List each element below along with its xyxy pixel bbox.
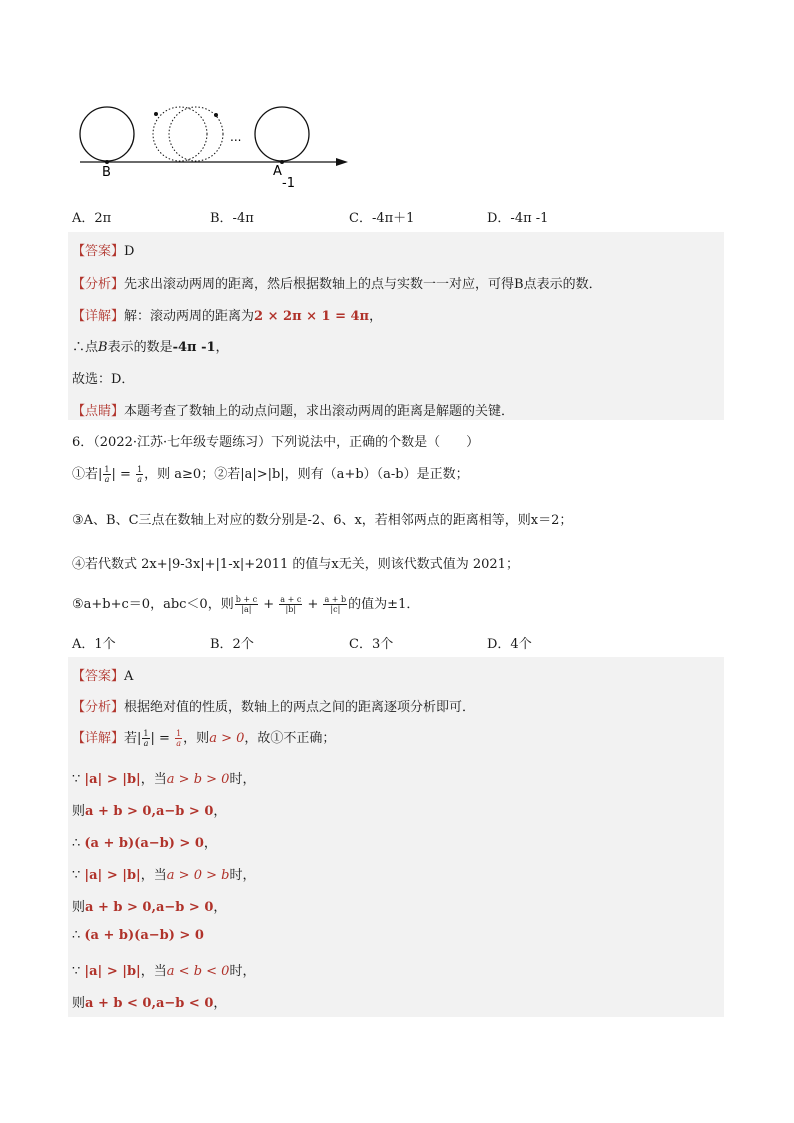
circle-at-b (80, 107, 134, 161)
number-line-arrow (336, 158, 348, 166)
q5-choice-b: B．-4π (210, 211, 254, 226)
q6-stem: 6．（2022·江苏·七年级专题练习）下列说法中，正确的个数是（ ） (72, 435, 480, 450)
marker-dot-2 (214, 113, 218, 117)
q6-statement-4: ④若代数式 2x+|9-3x|+|1-x|+2011 的值与x无关，则该代数式值为 2021； (72, 557, 519, 572)
q6-choice-b: B．2个 (210, 637, 254, 652)
q6-step: ∵ |a| > |b|，当a < b < 0时， (72, 964, 256, 979)
q6-answer: 【答案】A (72, 669, 134, 684)
label-a: A (273, 164, 282, 179)
q6-choice-c: C．3个 (349, 637, 394, 652)
q6-step: ∴ (a + b)(a−b) > 0， (72, 836, 217, 851)
marker-dot-1 (154, 112, 158, 116)
rolling-circle-figure (70, 98, 360, 190)
q5-choose: 故选：D． (72, 372, 135, 387)
q5-analysis: 【分析】先求出滚动两周的距离，然后根据数轴上的点与实数一一对应，可得B点表示的数． (72, 277, 602, 292)
q6-step: ∴ (a + b)(a−b) > 0 (72, 928, 204, 943)
figure-ellipsis: ... (230, 130, 242, 144)
label-minus-one: -1 (282, 176, 295, 190)
point-b (105, 160, 109, 164)
q6-step: 则a + b < 0,a−b < 0， (72, 996, 227, 1011)
circle-at-a (255, 107, 309, 161)
q5-comment: 【点睛】本题考查了数轴上的动点问题，求出滚动两周的距离是解题的关键． (72, 404, 515, 419)
q5-conclusion: ∴点B表示的数是-4π -1， (72, 340, 229, 355)
label-b: B (102, 165, 111, 180)
q6-detail: 【详解】若| $\frac{1}{a}$ | = $\frac{1}{a}$ ，则a > 0，故①不正确； (72, 729, 336, 748)
q6-step: ∵ |a| > |b|，当a > b > 0时， (72, 772, 256, 787)
q6-statement-1-2: ①若| $\frac{1}{a}$ | = $\frac{1}{a}$ ，则 a≥0；②若|a|>|b|，则有（a+b）（a-b）是正数； (72, 465, 469, 484)
q6-statement-5: ⑤a+b+c＝0，abc＜0，则 $\frac{b + c}{|a|}$ + $\frac{a + c}{|b|}$ + $\frac{a + b}{|c|}$ 的值为±1． (72, 595, 420, 614)
q5-solution-band (68, 232, 724, 420)
q6-analysis: 【分析】根据绝对值的性质，数轴上的两点之间的距离逐项分析即可． (72, 700, 476, 715)
q5-choice-d: D．-4π -1 (487, 211, 549, 226)
q6-step: ∵ |a| > |b|，当a > 0 > b时， (72, 868, 256, 883)
q5-choice-a: A．2π (72, 211, 112, 226)
q6-choice-a: A．1个 (72, 637, 116, 652)
q6-step: 则a + b > 0,a−b > 0， (72, 804, 227, 819)
q6-choice-d: D．4个 (487, 637, 532, 652)
q5-choice-c: C．-4π＋1 (349, 211, 415, 226)
q6-step: 则a + b > 0,a−b > 0， (72, 900, 227, 915)
q5-detail: 【详解】解：滚动两周的距离为2 × 2π × 1 = 4π， (72, 309, 383, 324)
dotted-circle-1 (153, 107, 207, 161)
q5-answer: 【答案】D (72, 244, 135, 259)
q6-statement-3: ③A、B、C三点在数轴上对应的数分别是-2、6、x，若相邻两点的距离相等，则x＝2； (72, 513, 573, 528)
